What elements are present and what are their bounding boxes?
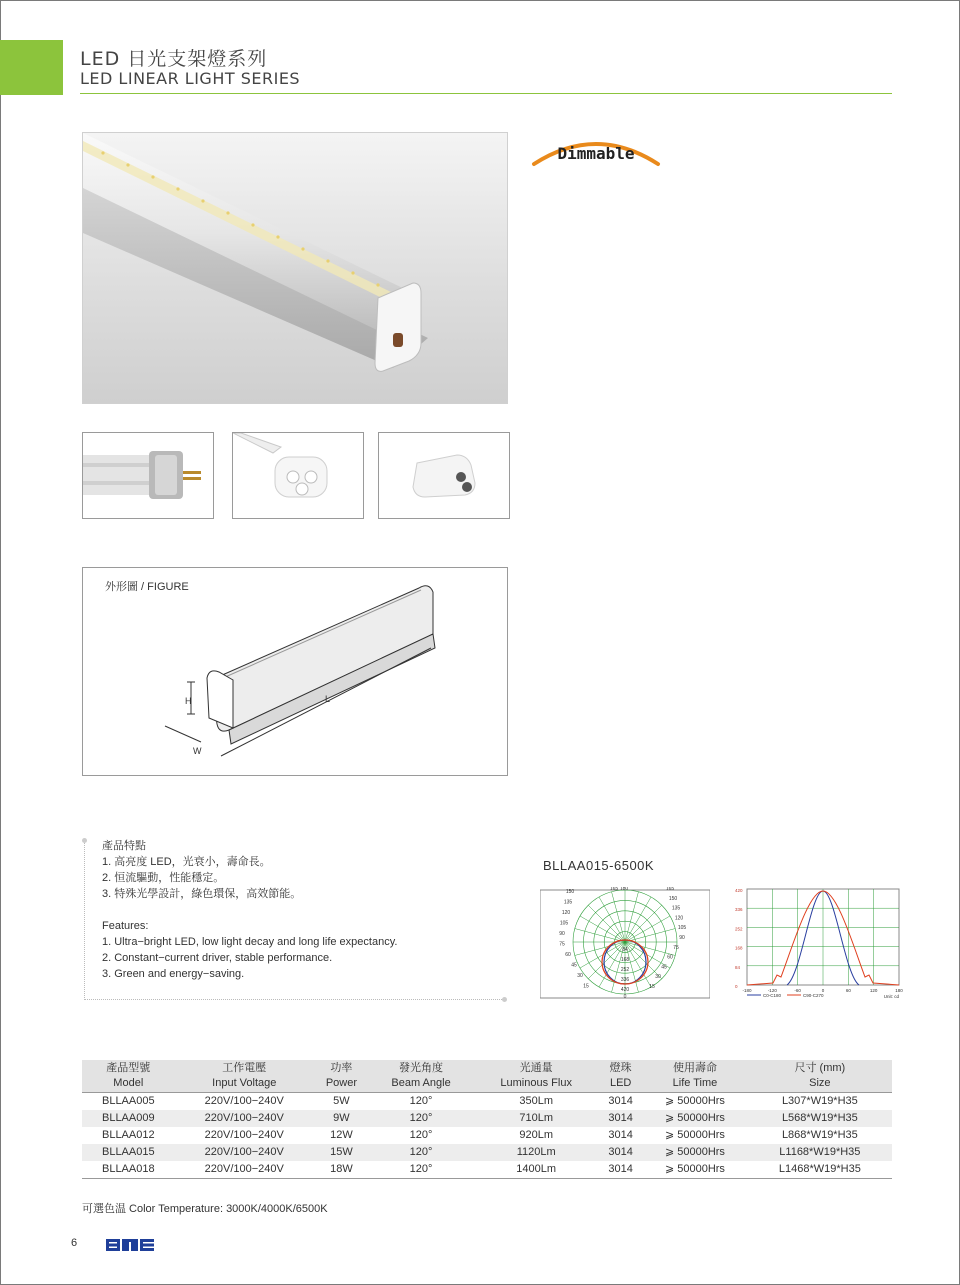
cell-model: BLLAA012 [101,1129,155,1141]
table-row [82,1127,892,1144]
cell-beam-angle: 120° [369,1093,473,1111]
legend-label-c0: C0-C180 [763,993,782,998]
cell-led: 3014 [599,1161,642,1179]
cell-led: 3014 [599,1144,642,1161]
polar-angle-label: 180 [619,887,629,892]
cell-beam-angle: 120° [369,1110,473,1127]
cell-size: L1168*W19*H35 [748,1144,892,1161]
linear-y-tick: 168 [735,945,743,951]
polar-angle-label: 0 [623,994,627,999]
cell-size: L1468*W19*H35 [748,1161,892,1179]
polar-radial-label: 420 [620,987,630,993]
dimension-h-label: H [185,696,192,706]
photometric-title: BLLAA015-6500K [543,858,655,873]
dimmable-badge [528,130,664,196]
linear-distribution-chart [735,887,905,1005]
cell-model: BLLAA015 [82,1144,175,1161]
cell-flux: 1400Lm [473,1161,599,1179]
cell-power: 5W [314,1093,369,1111]
polar-angle-label: 150 [565,889,575,895]
bmc-logo [106,1238,154,1250]
cell-life: ⩾ 50000Hrs [642,1144,748,1161]
header-beam-angle: 發光角度 Beam Angle [369,1060,473,1093]
polar-angle-label: 15 [649,984,655,990]
thumbnail-joint-plug [378,432,510,519]
polar-distribution-chart [540,887,710,999]
polar-angle-label: 60 [565,952,571,958]
cell-life: ⩾ 50000Hrs [664,1129,725,1141]
features-block [102,838,397,982]
bracket-dot-top [82,838,87,843]
cell-led: 3014 [599,1110,642,1127]
cell-power: 12W [330,1129,353,1141]
linear-y-tick: 84 [735,964,741,970]
linear-x-tick: -120 [767,988,777,993]
feature-item-cn: 1. 高亮度 LED，光衰小，壽命長。 [102,856,271,868]
polar-angle-label: 45 [571,962,577,969]
cell-size: L868*W19*H35 [781,1129,858,1141]
linear-x-tick: -180 [742,988,752,993]
cell-voltage: 220V/100−240V [175,1093,314,1111]
cell-flux: 1120Lm [473,1144,599,1161]
polar-radial-label: 168 [620,957,630,963]
dimension-w-label: W [193,746,202,756]
feature-item-en: 1. Ultra−bright LED, low light decay and long life expectancy. [102,936,398,948]
header-led: 燈珠 LED [599,1060,642,1093]
legend-label-c90: C90-C270 [803,993,824,998]
cell-model: BLLAA005 [82,1093,175,1111]
polar-angle-label: 105 [677,925,687,932]
polar-angle-label: 120 [561,910,571,916]
polar-angle-label: 30 [655,974,661,981]
polar-angle-label: 60 [667,954,673,961]
header-accent-tab [0,40,63,95]
header-power: 功率 Power [314,1060,369,1093]
dimmable-label: Dimmable [557,144,635,163]
cell-flux: 920Lm [519,1129,553,1141]
table-row [82,1161,892,1179]
page-number: 6 [71,1237,78,1249]
feature-item-en: 2. Constant−current driver, stable performance. [102,952,333,964]
cell-life: ⩾ 50000Hrs [642,1110,748,1127]
thumbnail-power-connector [232,432,364,519]
header-input-voltage: 工作電壓 Input Voltage [175,1060,314,1093]
polar-angle-label: 150 [668,895,678,902]
header-life-time: 使用壽命 Life Time [642,1060,748,1093]
linear-x-tick: 0 [821,988,825,993]
table-row [82,1144,892,1161]
cell-voltage: 220V/100−240V [175,1161,314,1179]
cell-power: 9W [314,1110,369,1127]
cell-voltage: 220V/100−240V [204,1129,284,1141]
polar-angle-label: 165 [609,887,619,892]
header-size: 尺寸 (mm) Size [748,1060,892,1093]
header-rule [80,93,892,94]
table-row [82,1110,892,1127]
cell-voltage: 220V/100−240V [175,1110,314,1127]
feature-item-cn: 2. 恒流驅動，性能穩定。 [102,872,225,884]
features-bracket-left [84,840,86,1000]
thumbnail-tube-end-cap [82,432,214,519]
linear-x-tick: -60 [794,988,801,993]
features-heading-en: Features: [102,920,149,932]
dimension-l-label: L [325,694,331,704]
header-model: 產品型號 Model [82,1060,175,1093]
polar-radial-label: 84 [622,947,628,953]
polar-radial-label: 336 [620,977,630,983]
polar-angle-label: 135 [563,899,573,906]
cell-beam-angle: 120° [369,1161,473,1179]
cell-power: 15W [314,1144,369,1161]
features-bracket-bottom [84,999,504,1001]
feature-item-en: 3. Green and energy−saving. [102,968,245,980]
polar-angle-label: 135 [671,905,681,912]
polar-angle-label: 15 [583,983,589,990]
linear-x-tick: 180 [895,988,903,993]
unit-label: Unit: cd [883,994,899,999]
linear-y-tick: 0 [735,984,738,989]
cell-beam-angle: 120° [369,1144,473,1161]
table-row [82,1093,892,1111]
polar-angle-label: 45 [661,964,667,971]
series-title-english: LED LINEAR LIGHT SERIES [80,69,301,88]
cell-size: L307*W19*H35 [748,1093,892,1111]
header-luminous-flux: 光通量 Luminous Flux [473,1060,599,1093]
spec-table-header [82,1060,892,1093]
cell-flux: 350Lm [473,1093,599,1111]
linear-y-tick: 420 [735,888,743,893]
feature-item-cn: 3. 特殊光學設計，綠色環保，高效節能。 [102,888,302,900]
color-temperature-note: 可選色温 Color Temperature: 3000K/4000K/6500K [82,1203,328,1215]
polar-radial-label: 252 [620,967,630,973]
polar-angle-label: 75 [559,941,565,948]
bracket-dot-right [502,997,507,1002]
cell-life: ⩾ 50000Hrs [642,1161,748,1179]
linear-x-tick: 120 [869,988,878,993]
cell-life: ⩾ 50000Hrs [642,1093,748,1111]
series-title-chinese: LED 日光支架燈系列 [80,48,268,70]
cell-model: BLLAA018 [82,1161,175,1179]
polar-angle-label: 165 [665,887,675,892]
product-hero-photo [82,132,508,404]
figure-label: 外形圖 / FIGURE [105,581,189,593]
cell-size: L568*W19*H35 [748,1110,892,1127]
dimension-figure [82,567,508,776]
polar-angle-label: 90 [679,935,685,941]
polar-angle-label: 75 [673,944,679,951]
cell-beam-angle: 120° [409,1129,433,1141]
linear-y-tick: 336 [735,907,743,913]
spec-table [82,1060,892,1179]
polar-angle-label: 120 [674,915,684,922]
linear-y-tick: 252 [735,926,743,932]
cell-led: 3014 [608,1129,633,1141]
cell-model: BLLAA009 [82,1110,175,1127]
cell-power: 18W [314,1161,369,1179]
linear-x-tick: 60 [845,988,851,993]
polar-angle-label: 30 [577,973,583,979]
cell-led: 3014 [599,1093,642,1111]
cell-flux: 710Lm [473,1110,599,1127]
cell-voltage: 220V/100−240V [175,1144,314,1161]
polar-angle-label: 105 [559,920,569,927]
polar-angle-label: 90 [559,931,565,937]
features-heading-cn: 產品特點 [102,840,146,852]
